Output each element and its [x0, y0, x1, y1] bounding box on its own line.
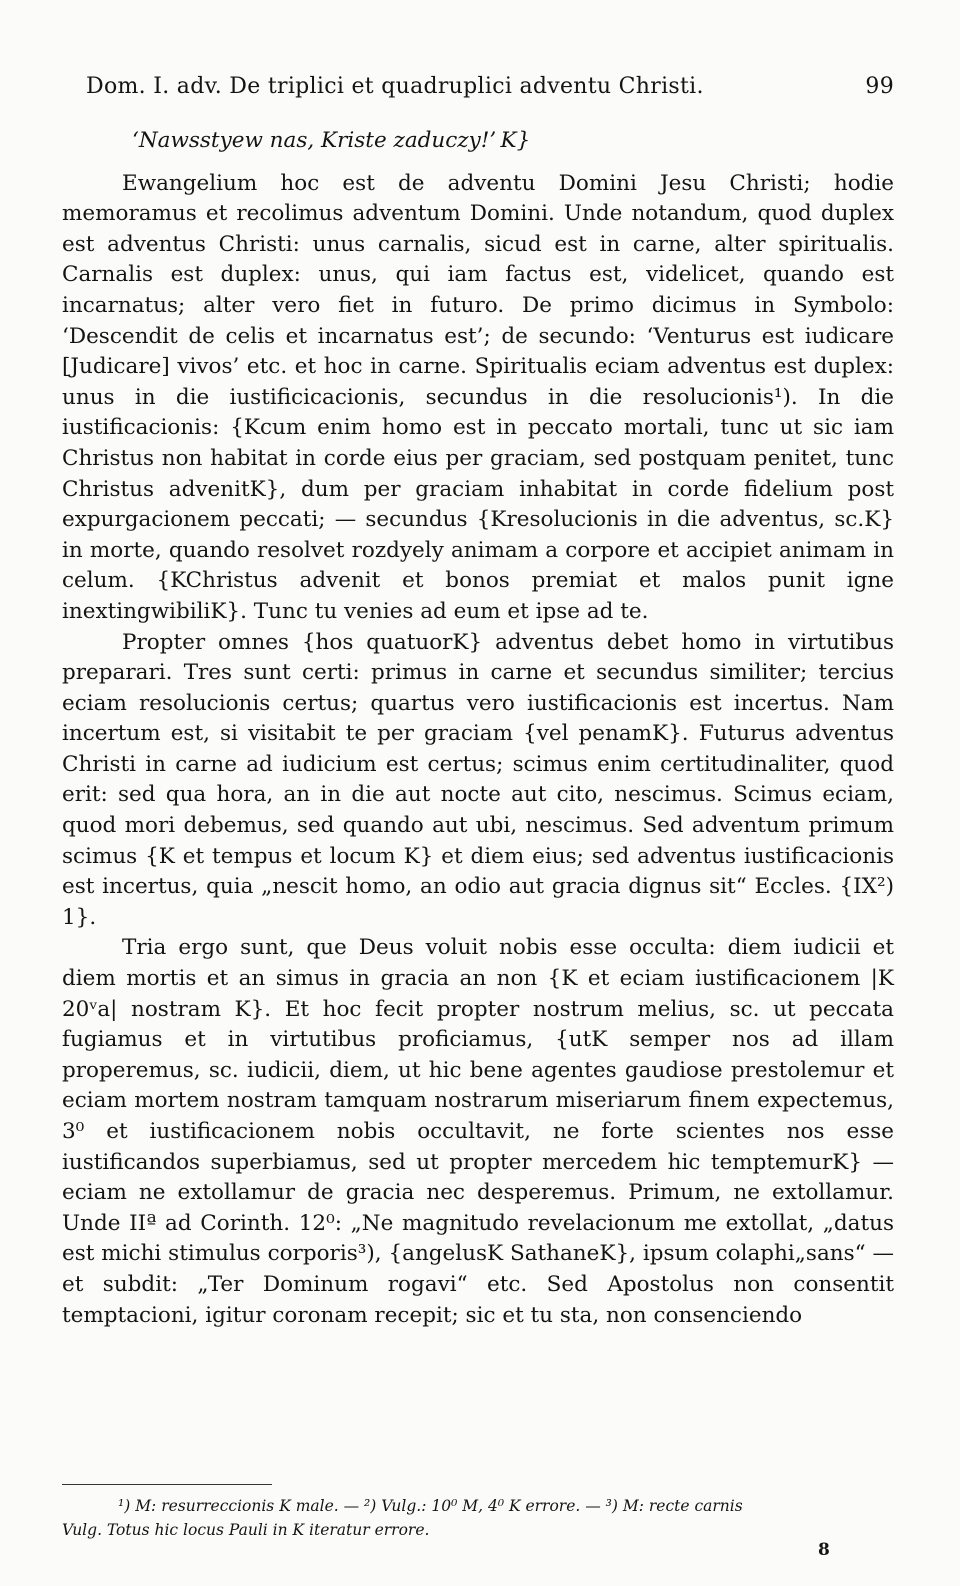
- footnote-line-2: Vulg. Totus hic locus Pauli in K iteratur errore.: [62, 1521, 430, 1539]
- opening-quote: ‘Nawsstyew nas, Kriste zaduczy!’ K}: [132, 128, 531, 153]
- main-text: [62, 126, 894, 1331]
- signature-mark: 8: [818, 1540, 830, 1560]
- page-number: 99: [865, 74, 894, 99]
- running-header: [62, 74, 894, 114]
- paragraph-2: Propter omnes {hos quatuorK} adventus debet homo in virtutibus preparari. Tres sunt certi: primus in carne et secundus similiter; tercius eciam resolucionis certus; quartus vero iustificacionis est incertus. Nam incertum est, si visitabit te per graciam {vel penamK}. Futurus adventus Christi in carne ad iudicium est certus; scimus enim certitudinaliter, quod erit: sed qua hora, an in die aut nocte aut cito, nescimus. Scimus eciam, quod mori debemus, sed quando aut ubi, nescimus. Sed adventum primum scimus {K et tempus et locum K} et diem eius; sed adventus iustificacionis est incertus, quia „nescit homo, an odio aut gracia dignus sit“ Eccles. {IX²) 1}.: [62, 629, 894, 930]
- footnote-line-1: ¹) M: resurreccionis K male. — ²) Vulg.: 10⁰ M, 4⁰ K errore. — ³) M: recte carnis: [118, 1497, 743, 1515]
- footnotes: [62, 1494, 894, 1542]
- footnote-rule: [62, 1484, 272, 1485]
- book-page: [62, 66, 894, 1566]
- paragraph-3: Tria ergo sunt, que Deus voluit nobis esse occulta: diem iudicii et diem mortis et an simus in gracia an non {K et eciam iustificacionem |K 20ᵛa| nostram K}. Et hoc fecit propter nostrum melius, sc. ut peccata fugiamus et in virtutibus proficiamus, {utK semper nos ad illam properemus, sc. iudicii, diem, ut hic bene agentes gaudiose prestolemur et eciam mortem nostram tamquam nostrarum miseriarum finem expectemus, 3⁰ et iustificacionem nobis occultavit, ne forte scientes nos esse iustificandos superbiamus, sed ut propter mercedem hic temptemurK} — eciam ne extollamur de gracia nec desperemus. Primum, ne extollamur. Unde IIª ad Corinth. 12⁰: „Ne magnitudo revelacionum me extollat, „datus est michi stimulus corporis³), {angelusK SathaneK}, ipsum colaphi„sans“ — et subdit: „Ter Dominum rogavi“ etc. Sed Apostolus non consentit temptacioni, igitur coronam recepit; sic et tu sta, non consenciendo: [62, 935, 894, 1328]
- running-title: Dom. I. adv. De triplici et quadruplici adventu Christi.: [86, 74, 704, 99]
- paragraph-1: Ewangelium hoc est de adventu Domini Jesu Christi; hodie memoramus et recolimus adventum Domini. Unde notandum, quod duplex est adventus Christi: unus carnalis, sicud est in carne, alter spiritualis. Carnalis est duplex: unus, qui iam factus est, videlicet, quando est incarnatus; alter vero fiet in futuro. De primo dicimus in Symbolo: ‘Descendit de celis et incarnatus est’; de secundo: ‘Venturus est iudicare [Judicare] vivos’ etc. et hoc in carne. Spiritualis eciam adventus est duplex: unus in die iustificicacionis, secundus in die resolucionis¹). In die iustificacionis: {Kcum enim homo est in peccato mortali, tunc ut sic iam Christus non habitat in corde eius per graciam, sed postquam penitet, tunc Christus advenitK}, dum per graciam inhabitat in corde fidelium post expurgacionem peccati; — secundus {Kresolucionis in die adventus, sc.K} in morte, quando resolvet rozdyely animam a corpore et accipiet animam in celum. {KChristus advenit et bonos premiat et malos punit igne inextingwibiliK}. Tunc tu venies ad eum et ipse ad te.: [62, 170, 894, 624]
